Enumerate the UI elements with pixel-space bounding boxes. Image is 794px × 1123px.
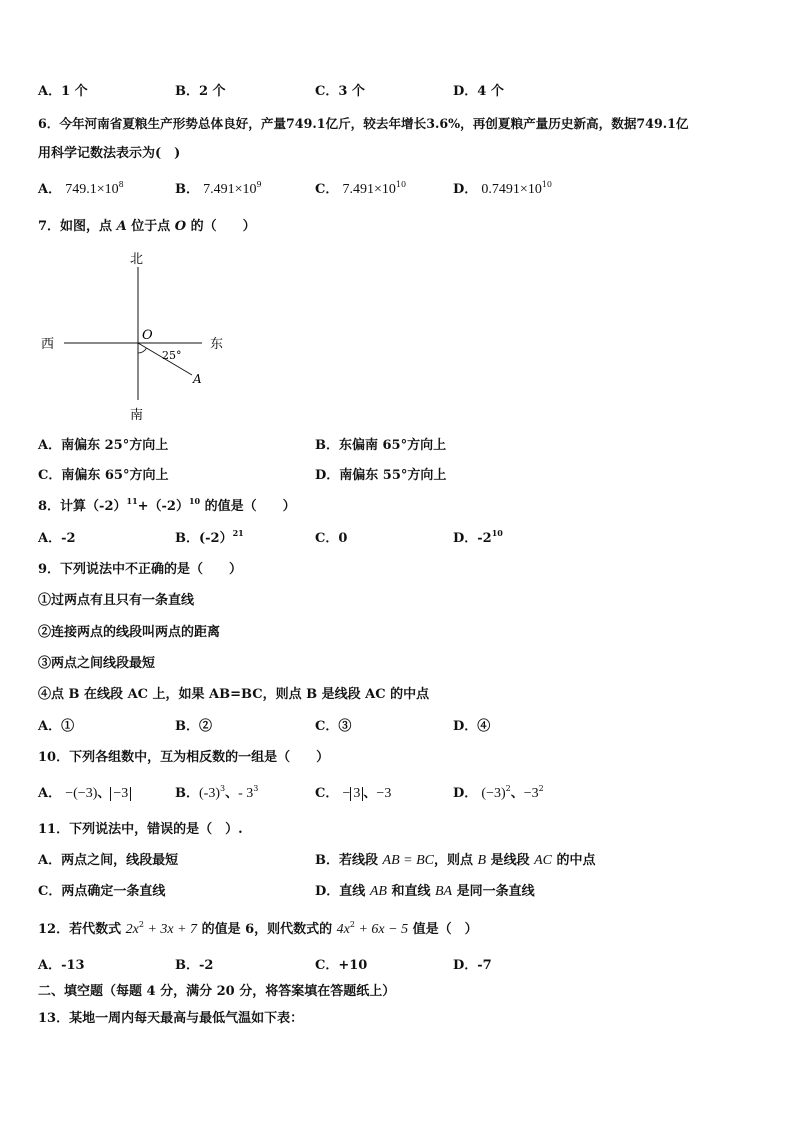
q9-option-a: A．① (38, 719, 75, 734)
q8-option-a: A．-2 (38, 531, 76, 546)
section-2-heading: 二、填空题（每题 4 分，满分 20 分，将答案填在答题纸上） (38, 984, 396, 999)
q12-option-d: D．-7 (453, 958, 492, 973)
west-label: 西 (41, 337, 55, 352)
q10-stem: 10．下列各组数中，互为相反数的一组是（ ） (38, 750, 330, 765)
q10-option-d: D． $(-3)^2$、$-3^2$ (453, 784, 544, 801)
q9-statement-3: ③两点之间线段最短 (38, 656, 156, 671)
q10-option-c: C． − 3 、−3 (315, 786, 392, 801)
q11-stem: 11．下列说法中，错误的是（ ）. (38, 822, 243, 837)
q7-option-d: D．南偏东 55°方向上 (315, 468, 447, 483)
q9-statement-1: ①过两点有且只有一条直线 (38, 593, 195, 608)
q6-option-d: D． $0.7491\times 10^{10}$ (453, 180, 553, 197)
q12-option-a: A．-13 (38, 958, 85, 973)
q11-option-a: A．两点之间，线段最短 (38, 853, 179, 868)
q9-statement-2: ②连接两点的线段叫两点的距离 (38, 625, 221, 640)
q7-stem: 7．如图，点 A 位于点 O 的（ ） (38, 219, 256, 234)
q5-option-d: D．4 个 (453, 84, 504, 99)
north-label: 北 (130, 252, 144, 267)
q7-direction-figure (30, 245, 250, 425)
q9-option-c: C．③ (315, 719, 352, 734)
q5-option-a: A．1 个 (38, 84, 88, 99)
q10-option-a: A． −(−3)、 −3 (38, 786, 131, 802)
origin-label: O (142, 328, 153, 343)
q5-option-c: C．3 个 (315, 84, 365, 99)
q6-stem-line2: 用科学记数法表示为( ) (38, 146, 181, 161)
q9-stem: 9．下列说法中不正确的是（ ） (38, 562, 243, 577)
q8-option-c: C．0 (315, 531, 348, 546)
q9-statement-4: ④点 B 在线段 AC 上，如果 AB=BC，则点 B 是线段 AC 的中点 (38, 687, 430, 702)
q12-option-b: B．-2 (175, 958, 214, 973)
point-a-label: A (193, 372, 202, 386)
q7-option-a: A．南偏东 25°方向上 (38, 438, 169, 453)
q10-option-b: B．$(-3)^3$、- $3^3$ (175, 784, 259, 801)
q11-option-d: D．直线 AB 和直线 BA 是同一条直线 (315, 884, 535, 899)
q8-stem: 8．计算$(-2)^{11}+(-2)^{10}$ 的值是（ ） (38, 496, 296, 514)
q6-stem-line1: 6．今年河南省夏粮生产形势总体良好，产量749.1亿斤，较去年增长3.6%，再创夏粮产量历史新高，数据749.1亿 (38, 116, 689, 131)
q12-stem: 12．若代数式 $2x^2 + 3x + 7$ 的值是 6，则代数式的 $4x^2 + 6x - 5$ 值是（ ） (38, 920, 478, 937)
q11-option-b: B．若线段 AB = BC，则点 B 是线段 AC 的中点 (315, 853, 596, 868)
q7-option-b: B．东偏南 65°方向上 (315, 438, 447, 453)
q9-option-b: B．② (175, 719, 212, 734)
q13-stem: 13．某地一周内每天最高与最低气温如下表： (38, 1011, 304, 1026)
angle-arc (138, 348, 147, 353)
south-label: 南 (130, 408, 144, 423)
q11-option-c: C．两点确定一条直线 (38, 884, 166, 899)
q7-option-c: C．南偏东 65°方向上 (38, 468, 169, 483)
q8-option-d: D．$-2^{10}$ (453, 528, 503, 546)
q6-option-a: A． $749.1\times 10^8$ (38, 180, 124, 197)
q9-option-d: D．④ (453, 719, 491, 734)
q5-option-b: B．2 个 (175, 84, 226, 99)
q6-option-c: C． $7.491\times 10^{10}$ (315, 180, 407, 197)
angle-label: 25° (162, 349, 182, 362)
east-label: 东 (210, 337, 224, 352)
q12-option-c: C．+10 (315, 958, 368, 973)
q8-option-b: B．(-2）$^{21}$ (175, 528, 244, 546)
q6-option-b: B． $7.491\times 10^9$ (175, 180, 262, 197)
